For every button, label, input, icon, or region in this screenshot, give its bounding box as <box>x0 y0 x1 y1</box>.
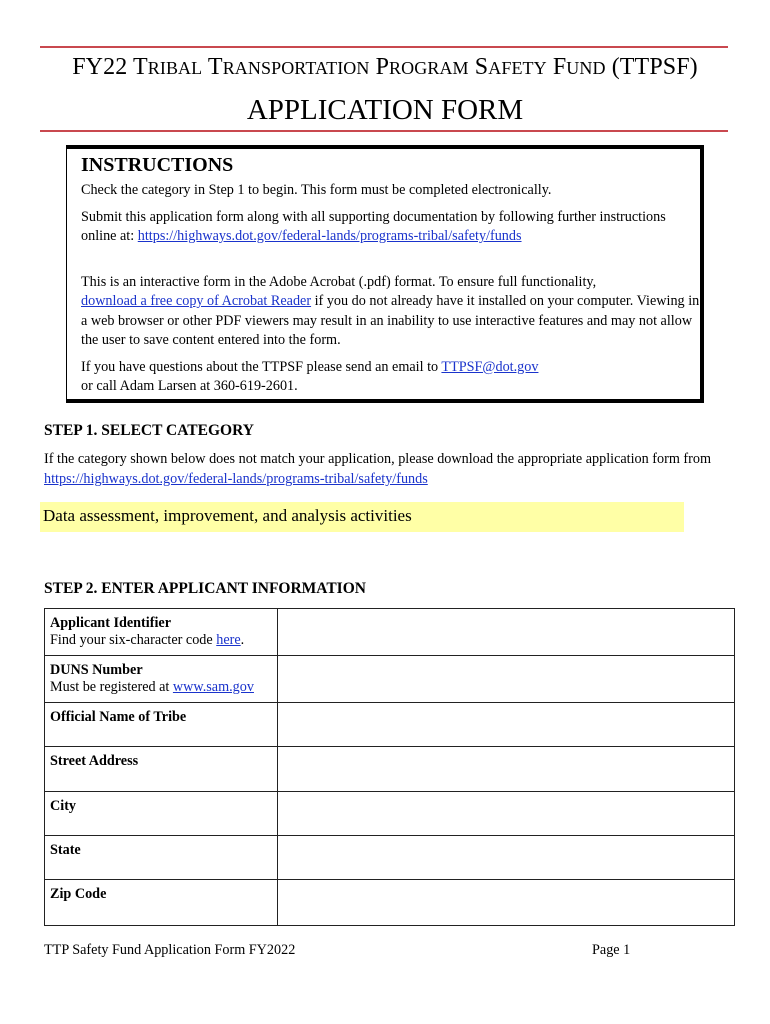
applicant-identifier-label: Applicant Identifier Find your six-character code here. <box>45 609 278 656</box>
acrobat-reader-link[interactable]: download a free copy of Acrobat Reader <box>81 293 312 309</box>
zip-code-label: Zip Code <box>45 880 278 926</box>
sam-gov-link[interactable]: www.sam.gov <box>172 679 254 695</box>
email-link[interactable]: TTPSF@dot.gov <box>441 358 539 375</box>
duns-number-label: DUNS Number Must be registered at www.sam.gov <box>45 656 278 703</box>
here-link[interactable]: here <box>216 632 241 648</box>
tribe-name-label: Official Name of Tribe <box>45 703 278 747</box>
state-label: State <box>45 836 278 880</box>
table-row <box>45 792 735 836</box>
form-subtitle: APPLICATION FORM <box>246 94 524 126</box>
instructions-paragraph-2: Submit this application form along with all supporting documentation by following further instructions online at: https://highways.dot.gov/federal-lands/programs-tribal/safety/funds <box>81 208 666 244</box>
instructions-paragraph-4: If you have questions about the TTPSF please send an email to TTPSF@dot.gov or call Adam Larsen at 360-619-2601. <box>81 358 539 394</box>
applicant-info-table <box>44 608 735 926</box>
table-row <box>45 747 735 792</box>
city-label: City <box>45 792 278 836</box>
step1-funds-link[interactable]: https://highways.dot.gov/federal-lands/programs-tribal/safety/funds <box>44 471 428 487</box>
category-field[interactable]: Data assessment, improvement, and analysis activities <box>40 502 684 532</box>
form-title: FY22 TRIBAL TRANSPORTATION PROGRAM SAFETY FUND (TTPSF) <box>72 54 698 80</box>
step2-heading: STEP 2. ENTER APPLICANT INFORMATION <box>44 580 366 597</box>
street-address-label: Street Address <box>45 747 278 792</box>
footer-form-name: TTP Safety Fund Application Form FY2022 <box>44 942 296 958</box>
top-rule <box>40 46 728 48</box>
funds-link[interactable]: https://highways.dot.gov/federal-lands/programs-tribal/safety/funds <box>137 228 522 244</box>
table-row <box>45 656 735 703</box>
instructions-paragraph-1: Check the category in Step 1 to begin. This form must be completed electronically. <box>81 182 552 198</box>
instructions-paragraph-3: This is an interactive form in the Adobe Acrobat (.pdf) format. To ensure full functionality, download a free copy of Acrobat Reader if you do not already have it installed on your computer. Viewing in a web browser or other PDF viewers may result in an inability to use interactive features and may not allow the user to save content entered into the form. <box>81 273 700 348</box>
header-bottom-rule <box>40 130 728 132</box>
table-row <box>45 836 735 880</box>
instructions-box <box>66 145 704 403</box>
table-row <box>45 609 735 656</box>
footer-page-number: Page 1 <box>592 942 631 958</box>
step1-text: If the category shown below does not match your application, please download the appropriate application form from https://highways.dot.gov/federal-lands/programs-tribal/safety/funds <box>44 451 711 487</box>
instructions-title: INSTRUCTIONS <box>81 154 234 176</box>
step1-heading: STEP 1. SELECT CATEGORY <box>44 422 254 439</box>
table-row <box>45 880 735 926</box>
table-row <box>45 703 735 747</box>
